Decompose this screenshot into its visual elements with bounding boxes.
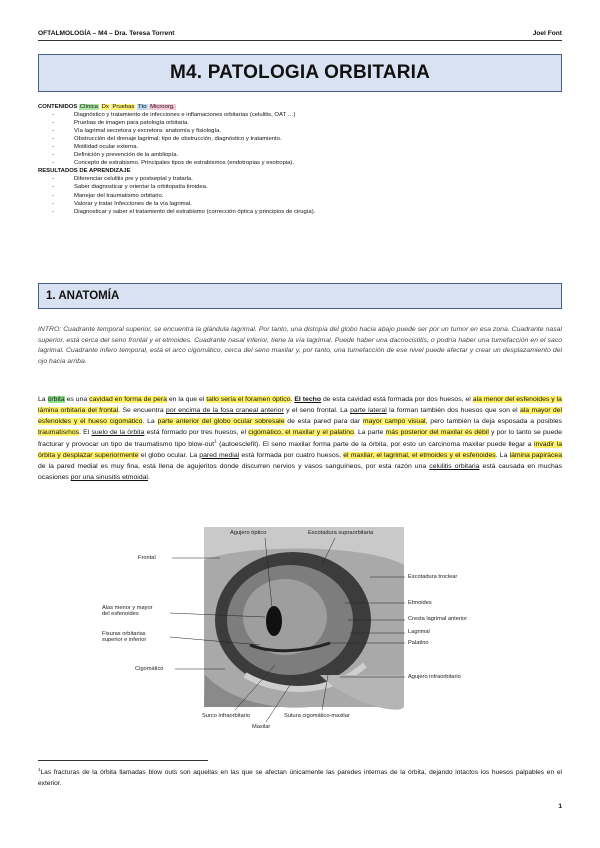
header-divider (38, 40, 562, 41)
page-header (38, 30, 562, 37)
tag-pruebas: Pruebas (112, 104, 135, 110)
highlight-text: cavidad en forma de pera (89, 395, 167, 403)
list-item: - Motilidad ocular externa. (38, 143, 562, 151)
highlight-text: lámina papirácea (509, 451, 562, 459)
anatomy-paragraph (38, 394, 562, 484)
contenidos-heading: CONTENIDOS (38, 104, 78, 110)
resultados-heading: RESULTADOS DE APRENDIZAJE (38, 168, 131, 175)
label-lagrimal: Lagrimal (408, 629, 430, 635)
body-text: en la que el (168, 395, 205, 403)
body-text: . La (142, 418, 155, 426)
body-text: de la pared medial es muy fina, está llena de agujeritos donde discurren nervios y vasos sanguíneos, por esta razón una (38, 463, 427, 471)
highlight-text: traumatismos (38, 429, 80, 437)
optic-canal (266, 606, 282, 636)
body-text: . (147, 474, 150, 482)
label-etmoides: Etmoides (408, 600, 432, 606)
label-surco-infraorbitario: Surco infraorbitario (202, 713, 251, 719)
header-course: OFTALMOLOGÍA – M4 – Dra. Teresa Torrent (38, 30, 175, 37)
list-item: - Obstrucción del drenaje lagrimal: tipo de obstrucción, diagnóstico y tratamiento. (38, 135, 562, 143)
highlight-orbita: órbita (47, 395, 65, 403)
body-text: de esta cavidad está formada por dos huesos, el (322, 395, 471, 403)
body-text: el globo ocular. La (140, 451, 198, 459)
label-alas-esfenoides: Alas menor y mayor del esfenoides (102, 605, 153, 618)
highlight-text: tallo sería el foramen óptico (206, 395, 291, 403)
footnote (38, 768, 562, 789)
section-title: 1. ANATOMÍA (46, 290, 120, 302)
tag-tto: Tto (138, 104, 147, 110)
footnote-text: Las fracturas de la órbita llamadas blow outs son aquellas en las que se afectan únicamente las paredes internas de la órbita, dejando intactos los huesos palpables en el exterior. (38, 769, 562, 787)
body-text: . La (495, 451, 508, 459)
section-banner (38, 283, 562, 309)
underline-sinusitis: por una sinusitis etmoidal (70, 474, 148, 482)
body-text: , pero también la deja esposada a posibles (425, 418, 562, 426)
footnote-ref[interactable]: 1 (214, 438, 217, 444)
underline-pared-medial: pared medial (199, 451, 240, 459)
highlight-text: ala menor del esfenoides y la lámina orbitaria del frontal (38, 395, 562, 415)
body-text: . El (79, 429, 90, 437)
list-item: - Pruebas de imagen para patología orbitaria. (38, 119, 562, 127)
tag-clinica: Clínica (79, 104, 98, 110)
body-text: y el seno frontal. La (286, 407, 348, 415)
orbit-anatomy-figure (100, 525, 500, 735)
footnote-mark: 1 (38, 766, 41, 772)
list-item: - Diferenciar celulitis pre y postseptal y tratarla. (38, 175, 562, 183)
label-escotadura-supraorbitaria: Escotadura supraorbitaria (308, 530, 374, 536)
header-author: Joel Font (532, 30, 562, 37)
label-frontal: Frontal (138, 555, 156, 561)
body-text: . (290, 395, 293, 403)
highlight-text: más posterior del maxilar es débil (385, 429, 489, 437)
underline-techo: El techo (294, 395, 321, 403)
body-text: la forman también dos huesos que son el (389, 407, 518, 415)
list-item: - Saber diagnosticar y orientar la orbitopatía tiroidea. (38, 183, 562, 191)
highlight-text: invadir la órbita y desplazar superiormente (38, 440, 562, 459)
list-item: - Diagnóstico y tratamiento de infecciones e inflamaciones orbitarias (celulitis, OAT …) (38, 111, 562, 119)
title-banner (38, 54, 562, 92)
label-cresta-lagrimal: Cresta lagrimal anterior (408, 616, 468, 622)
body-text: . La parte (353, 429, 384, 437)
body-text: está causada en muchas ocasiones (38, 463, 563, 482)
resultados-list (38, 175, 562, 215)
body-text: es una (66, 395, 88, 403)
footnote-divider (38, 760, 208, 761)
page-title: M4. PATOLOGIA ORBITARIA (169, 62, 431, 83)
highlight-text: el maxilar, el lagrimal, el etmoides y el esfenoides (343, 451, 496, 459)
highlight-text: parte anterior del globo ocular sobresale (157, 418, 285, 426)
contenidos-list (38, 111, 562, 167)
label-agujero-infraorbitario: Agujero infraorbitario (408, 674, 461, 680)
label-maxilar: Maxilar (252, 724, 271, 730)
label-cigomatico: Cigomático (135, 666, 164, 672)
label-sutura: Sutura cigomático-maxilar (284, 713, 350, 719)
highlight-text: ala mayor del esfenoides y el hueso cigomático (38, 407, 563, 426)
list-item: - Diagnosticar y saber el tratamiento del estrabismo (corrección óptica y principios de cirugía). (38, 208, 562, 216)
body-text: . Se encuentra (118, 407, 164, 415)
intro-paragraph: INTRO: Cuadrante temporal superior, se encuentra la glándula lagrimal. Por tanto, una distopia del globo hacia abajo puede ser por un tumor en esa zona. Cuadrante nasal superior, está cerca del seno frontal y el etmoides. Cuadrante nasal inferior, tiene la vía lagrimal. Puede haber una dacriocistitis, o podría haber una tumefacción en el saco lagrimal. Cuadrante infero temporal, está el arco cigomático, cerca del seno maxilar y, por tanto, una tumefacción de ese nivel puede afectar y crear un desplazamiento del ojo hacia arriba. (38, 325, 562, 365)
underline-parte-lateral: parte lateral (350, 407, 387, 415)
tag-microorg: Microorg. (150, 104, 175, 110)
body-text: La (38, 395, 46, 403)
body-text: (autoesclefit). El seno maxilar forma parte de la órbita, por esto un carcinoma maxilar puede llegar a (219, 440, 532, 448)
label-escotadura-troclear: Escotadura troclear (408, 574, 458, 580)
orbit-illustration (100, 525, 500, 735)
list-item: - Vía lagrimal secretora y excretora: anatomía y fisiología. (38, 127, 562, 135)
list-item: - Concepto de estrabismo. Principales tipos de estrabismos (endotropias y exotropia). (38, 159, 562, 167)
highlight-text: cigomático, el maxilar y el palatino (248, 429, 354, 437)
list-item: - Valorar y tratar Infecciones de la vía lagrimal. (38, 200, 562, 208)
contents-block (38, 103, 562, 216)
body-text: está formada por cuatro huesos, (241, 451, 341, 459)
label-fisuras: Fisuras orbitarias superior e inferior (102, 631, 147, 644)
list-item: - Manejar del traumatismo orbitario. (38, 192, 562, 200)
orbit-inner (243, 579, 327, 655)
list-item: - Definición y prevención de la ambliopía. (38, 151, 562, 159)
page-number: 1 (558, 803, 562, 810)
underline-celulitis: celulitis orbitaria (429, 463, 480, 471)
body-text: está formado por tres huesos, el (146, 429, 247, 437)
underline-suelo: suelo de la órbita (91, 429, 145, 437)
underline-text: por encima de la fosa craneal anterior (166, 407, 284, 415)
tag-dx: Dx (101, 104, 109, 110)
body-text: de esta pared para dar (287, 418, 361, 426)
highlight-text: mayor campo visual (362, 418, 426, 426)
contenidos-heading-row (38, 103, 562, 111)
label-palatino: Palatino (408, 640, 429, 646)
body-text: y por lo tanto se puede fracturar y provocar un tipo de traumatismo tipo blow-out (38, 429, 563, 448)
label-agujero-optico: Agujero óptico (230, 530, 267, 536)
